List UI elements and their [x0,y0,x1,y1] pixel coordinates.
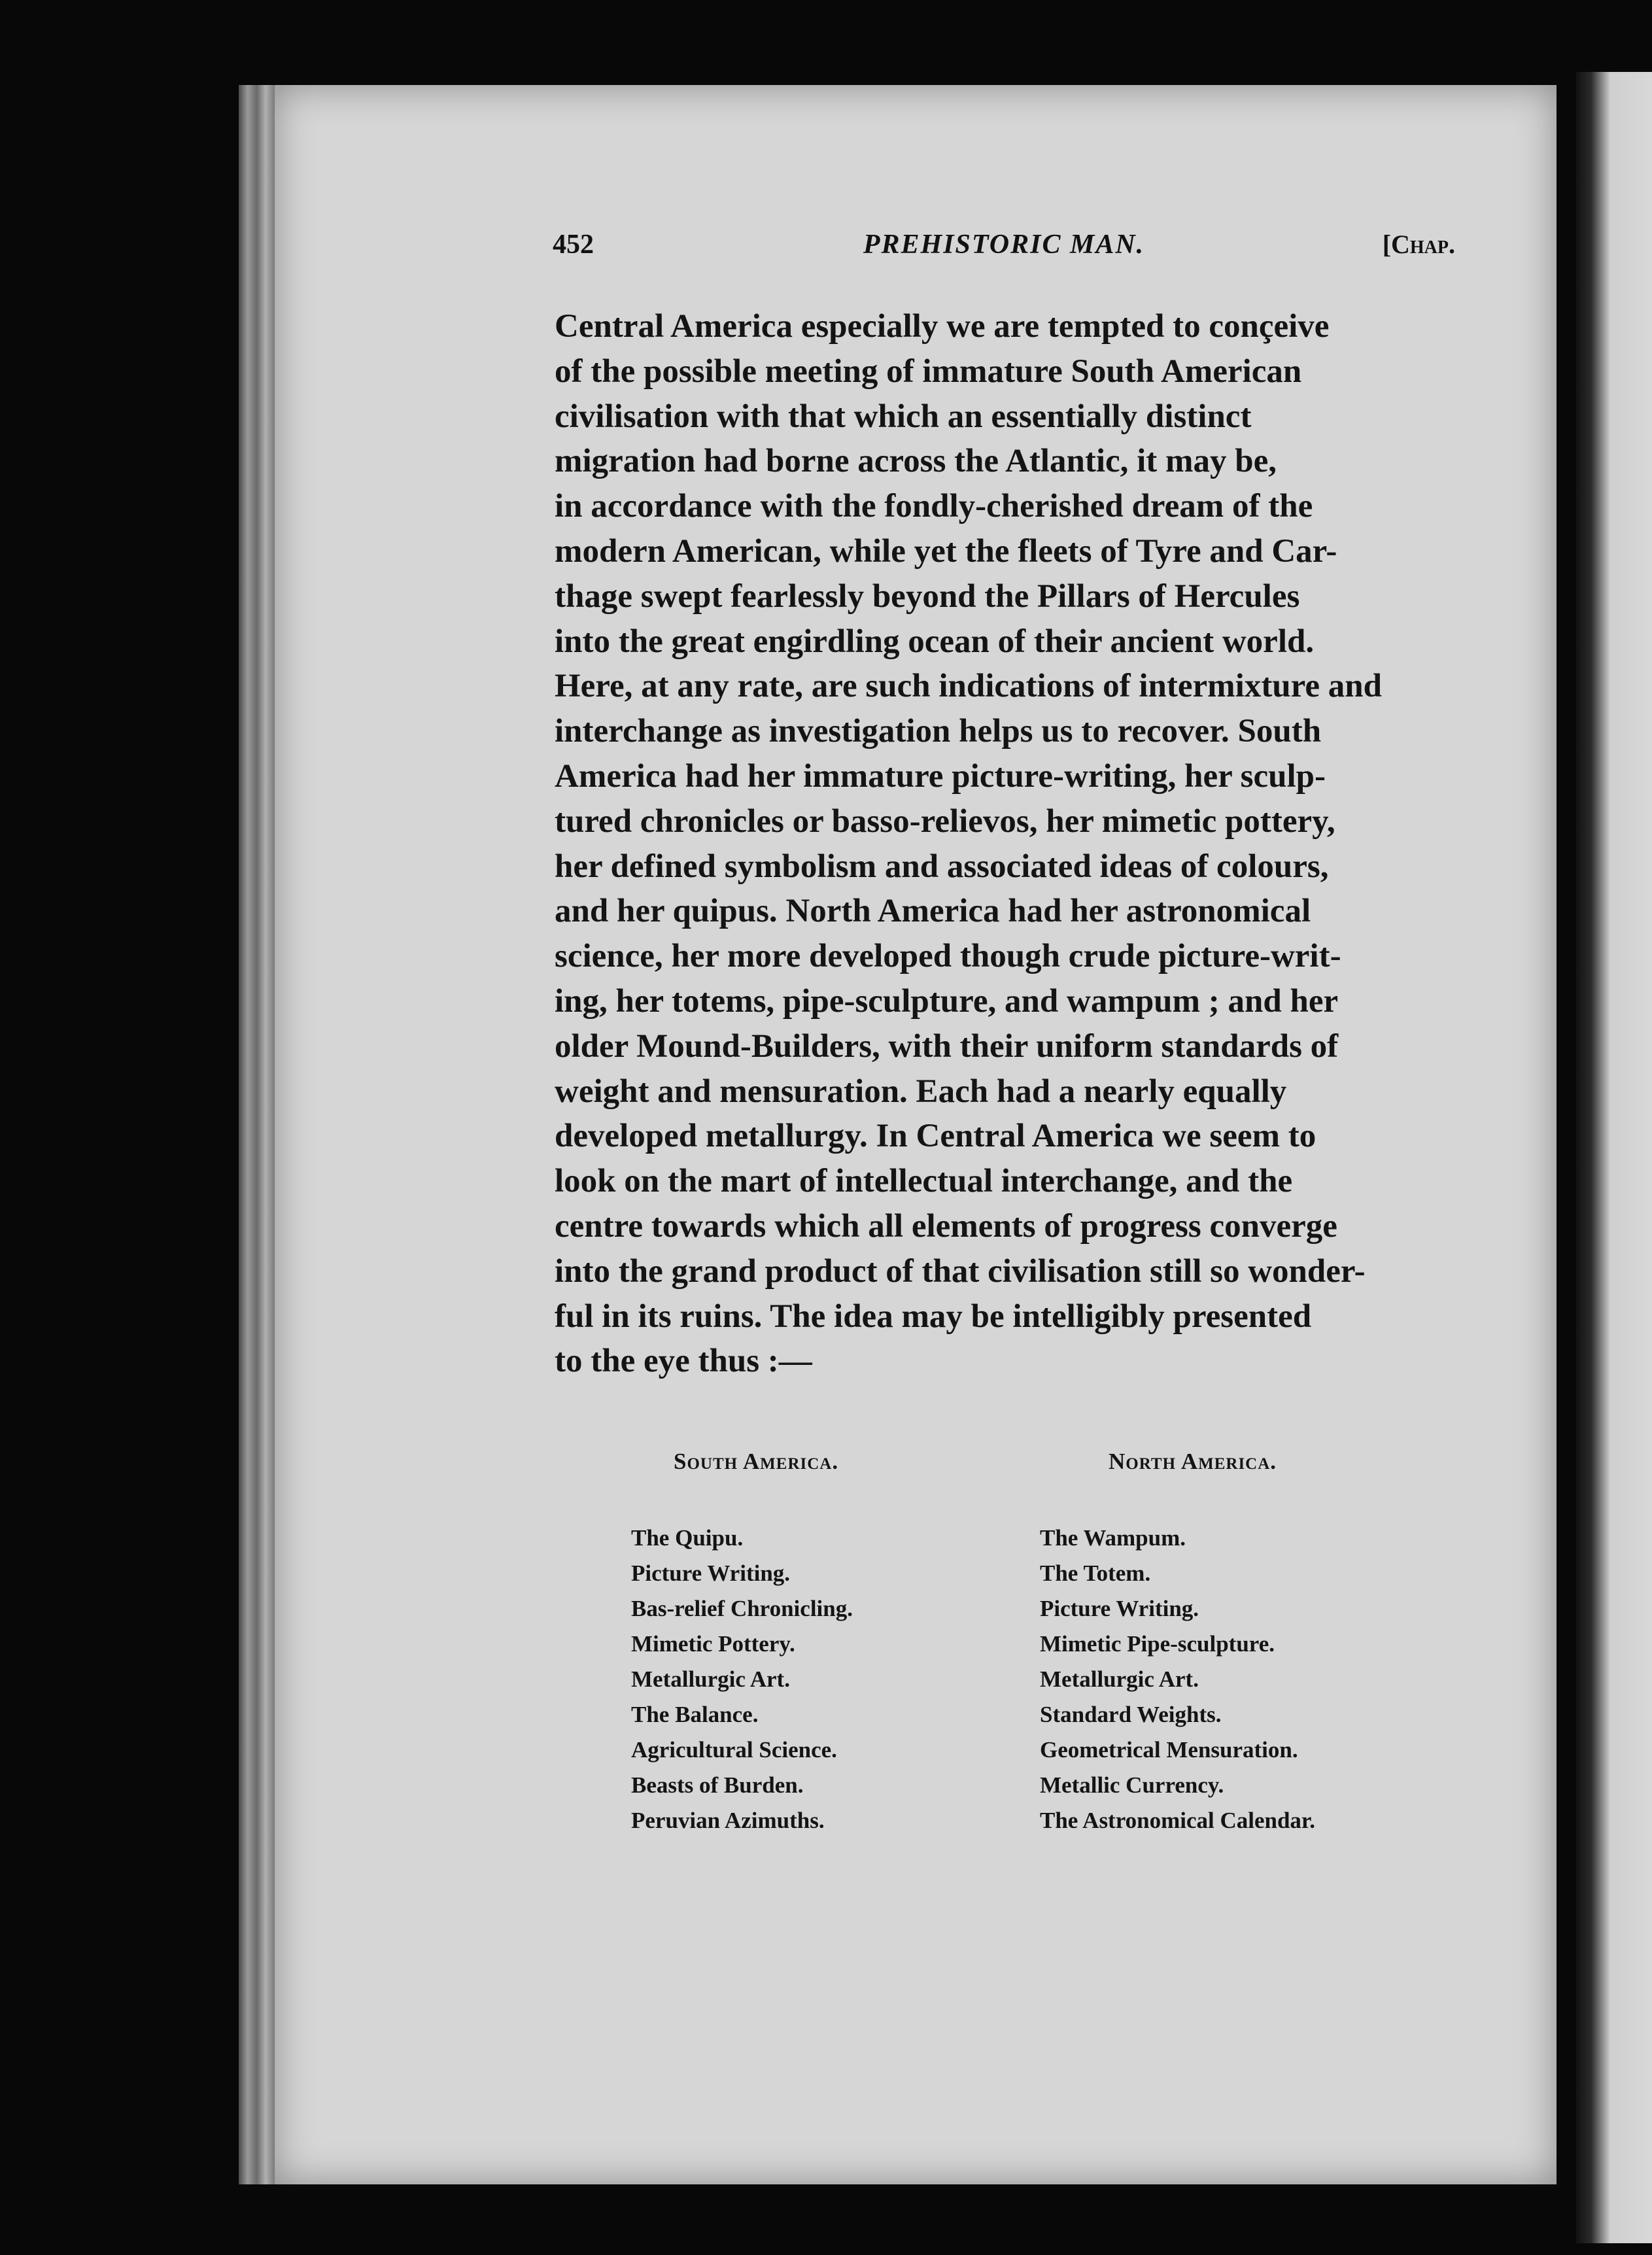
south-item: Agricultural Science. [631,1737,837,1763]
north-item: The Astronomical Calendar. [1040,1808,1316,1833]
facing-page-edge [1576,72,1652,2243]
south-item: Beasts of Burden. [631,1772,804,1798]
south-item: The Balance. [631,1702,759,1727]
south-item: The Quipu. [631,1525,744,1551]
north-item: Standard Weights. [1040,1702,1222,1727]
running-head [553,229,1455,268]
book-page-edges [239,85,275,2184]
north-item: Mimetic Pipe-sculpture. [1040,1631,1275,1657]
south-item: Picture Writing. [631,1560,791,1586]
south-item: Metallurgic Art. [631,1666,790,1692]
page-number: 452 [553,230,594,260]
north-item: The Wampum. [1040,1525,1186,1551]
north-item: The Totem. [1040,1560,1151,1586]
south-item: Mimetic Pottery. [631,1631,795,1657]
south-item: Bas-relief Chronicling. [631,1596,853,1621]
north-item: Metallic Currency. [1040,1772,1224,1798]
south-america-heading: South America. [674,1449,839,1474]
north-item: Picture Writing. [1040,1596,1199,1621]
north-item: Geometrical Mensuration. [1040,1737,1298,1763]
north-america-list [1040,1521,1315,1838]
south-item: Peruvian Azimuths. [631,1808,825,1833]
north-item: Metallurgic Art. [1040,1666,1199,1692]
body-paragraph: Central America especially we are tempted to conçeive of the possible meeting of immature South American civilisation with that which an essentially distinct migration had borne across the Atlantic, it may be, in accordance with the fondly-cherished dream of the modern American, while yet the fleets of Tyre and Car- thage swept fearlessly beyond the Pillars of Hercules into the great engirdling ocean of their ancient world. Here, at any rate, are such indications of intermixture and interchange as investigation helps us to recover. South America had her immature picture-writing, her sculp- tured chronicles or basso-relievos, her mimetic pottery, her defined symbolism and associated ideas of colours, and her quipus. North America had her astronomical science, her more developed though crude picture-writ- ing, her totems, pipe-sculpture, and wampum ; and her older Mound-Builders, with their uniform standards of weight and mensuration. Each had a nearly equally developed metallurgy. In Central America we seem to look on the mart of intellectual interchange, and the centre towards which all elements of progress converge into the grand product of that civilisation still so wonder- ful in its ruins. The idea may be intelligibly presented to the eye thus :— [555,308,1382,1380]
running-title: PREHISTORIC MAN. [863,230,1145,260]
north-america-heading: North America. [1109,1449,1277,1474]
chapter-reference: [Chap. [1382,230,1455,259]
south-america-list [631,1521,853,1838]
comparison-table [628,1449,1426,1893]
